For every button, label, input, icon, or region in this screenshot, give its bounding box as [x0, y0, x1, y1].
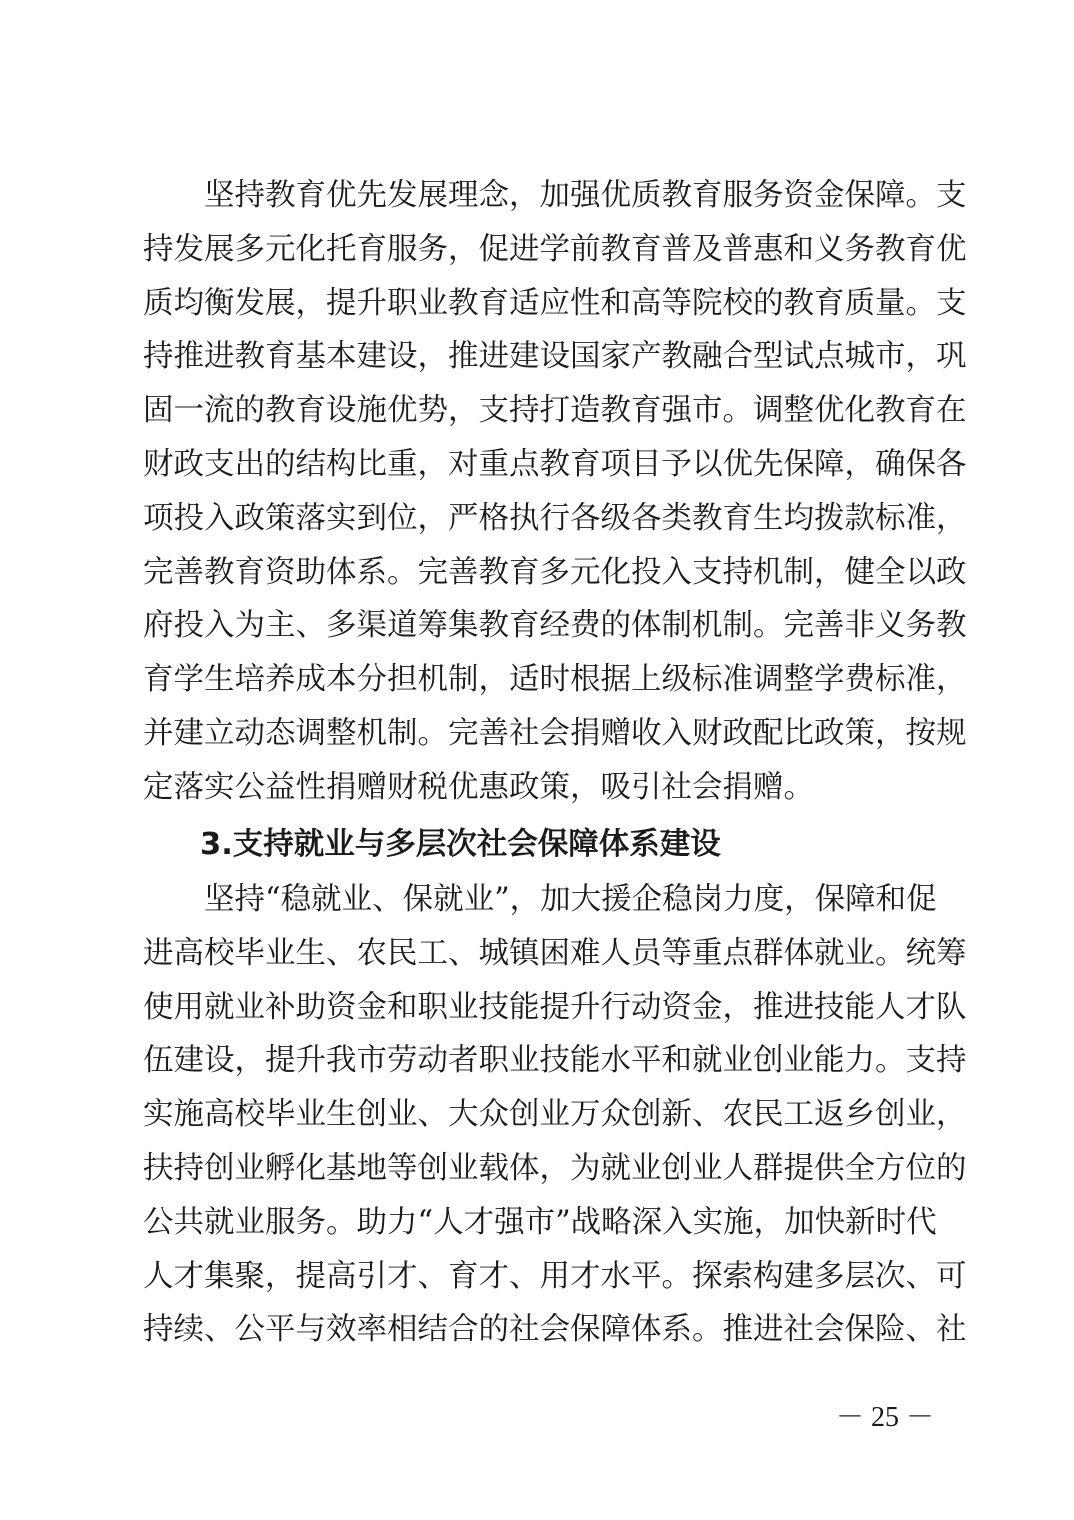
- text-line: 坚持教育优先发展理念，加强优质教育服务资金保障。支: [143, 178, 967, 213]
- text-line: 扶持创业孵化基地等创业载体，为就业创业人群提供全方位的: [143, 1151, 967, 1186]
- text-line: 质均衡发展，提升职业教育适应性和高等院校的教育质量。支: [143, 285, 967, 321]
- text-line: 持推进教育基本建设，推进建设国家产教融合型试点城市，巩: [143, 339, 967, 375]
- section-heading: 3.支持就业与多层次社会保障体系建设: [200, 827, 721, 862]
- text-line: 育学生培养成本分担机制，适时根据上级标准调整学费标准，: [143, 662, 967, 698]
- text-line: 实施高校毕业生创业、大众创业万众创新、农民工返乡创业，: [143, 1097, 967, 1133]
- text-line: 项投入政策落实到位，严格执行各级各类教育生均拨款标准，: [143, 500, 967, 536]
- text-line: 固一流的教育设施优势，支持打造教育强市。调整优化教育在: [143, 393, 967, 429]
- text-line: 进高校毕业生、农民工、城镇困难人员等重点群体就业。统筹: [143, 935, 967, 971]
- text-line: 并建立动态调整机制。完善社会捐赠收入财政配比政策，按规: [143, 716, 967, 751]
- text-line: 公共就业服务。助力“人才强市”战略深入实施，加快新时代: [143, 1204, 937, 1240]
- page-number: － 25 －: [835, 1402, 934, 1433]
- text-line: 人才集聚，提高引才、育才、用才水平。探索构建多层次、可: [143, 1258, 967, 1294]
- text-line: 财政支出的结构比重，对重点教育项目予以优先保障，确保各: [143, 447, 967, 482]
- text-line: 坚持“稳就业、保就业”，加大援企稳岗力度，保障和促: [143, 882, 937, 917]
- text-line: 定落实公益性捐赠财税优惠政策，吸引社会捐赠。: [143, 769, 814, 805]
- text-line: 使用就业补助资金和职业技能提升行动资金，推进技能人才队: [143, 989, 967, 1025]
- text-line: 持续、公平与效率相结合的社会保障体系。推进社会保险、社: [143, 1312, 967, 1348]
- text-line: 完善教育资助体系。完善教育多元化投入支持机制，健全以政: [143, 554, 967, 590]
- text-line: 府投入为主、多渠道筹集教育经费的体制机制。完善非义务教: [143, 608, 967, 644]
- text-line: 持发展多元化托育服务，促进学前教育普及普惠和义务教育优: [143, 231, 967, 267]
- text-line: 伍建设，提升我市劳动者职业技能水平和就业创业能力。支持: [143, 1043, 967, 1079]
